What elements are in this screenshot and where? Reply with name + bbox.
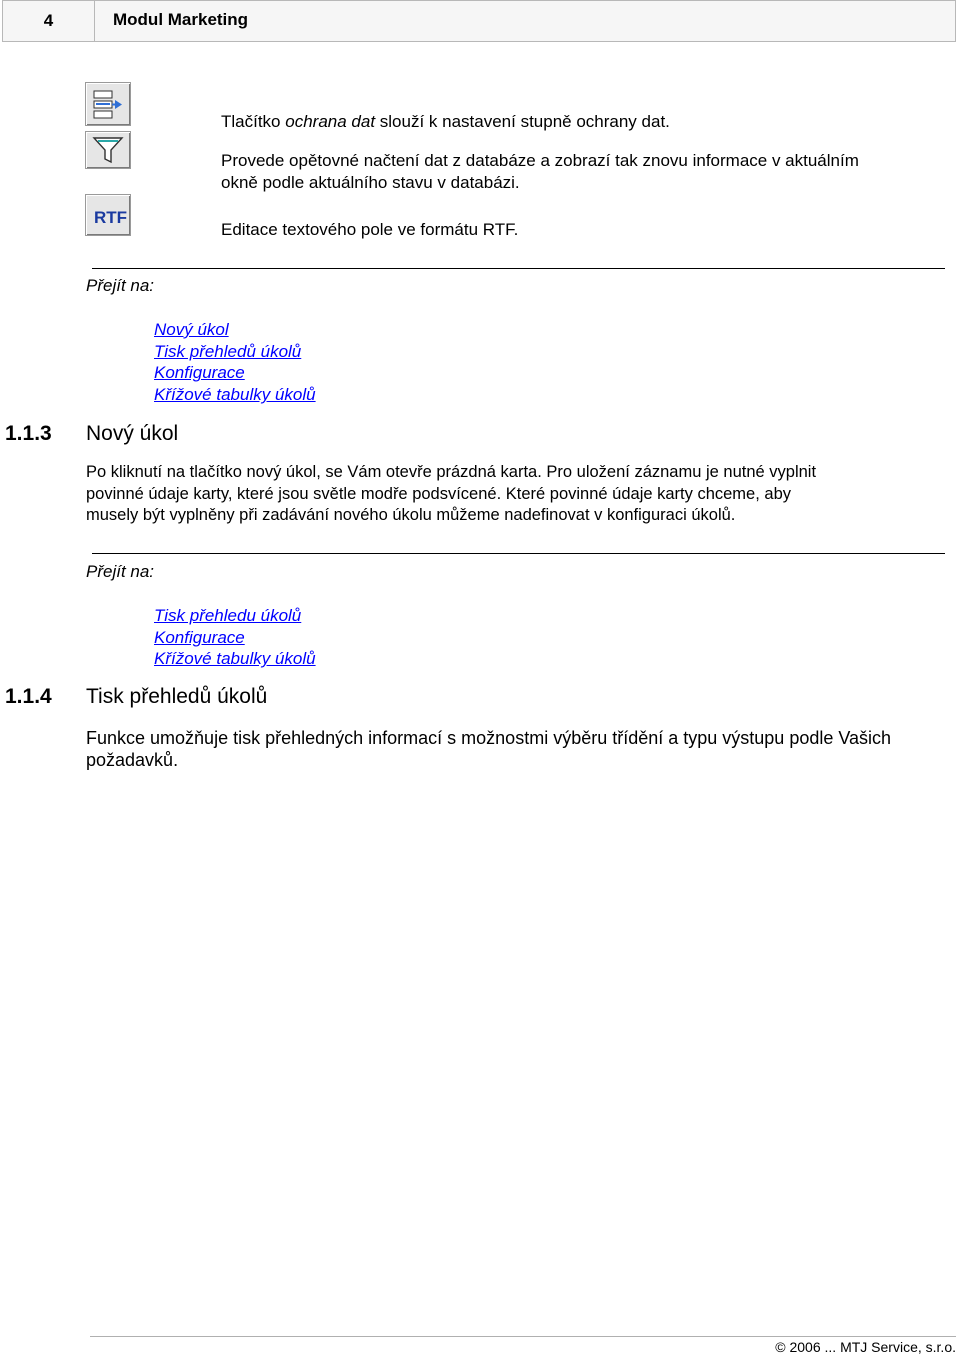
goto-links: [154, 319, 316, 406]
rtf-icon[interactable]: [85, 194, 131, 236]
section-title: Nový úkol: [86, 422, 179, 445]
description-text: Tlačítko: [221, 112, 286, 131]
description-emphasis: ochrana dat: [285, 112, 376, 131]
body-line: Po kliknutí na tlačítko nový úkol, se Vám otevře prázdná karta. Pro uložení záznamu je nutné vyplnit: [86, 463, 817, 481]
body-line: Funkce umožňuje tisk přehledných informací s možnostmi výběru třídění a typu výstupu podle Vašich: [86, 728, 892, 748]
rtf-description: Editace textového pole ve formátu RTF.: [221, 220, 519, 239]
description-line: Provede opětovné načtení dat z databáze a zobrazí tak znovu informace v aktuálním: [221, 151, 859, 170]
body-line: požadavků.: [86, 750, 179, 770]
description-line: okně podle aktuálního stavu v databázi.: [221, 173, 520, 192]
link-krizove-tabulky-ukolu[interactable]: Křížové tabulky úkolů: [154, 385, 316, 405]
section-heading: [5, 685, 267, 709]
divider: [92, 268, 945, 269]
page-number: 4: [2, 0, 95, 42]
link-tisk-prehledu-ukolu[interactable]: Tisk přehledu úkolů: [154, 606, 302, 625]
section-body: [86, 462, 946, 527]
page-title: Modul Marketing: [113, 10, 249, 29]
body-line: povinné údaje karty, které jsou světle modře podsvícené. Které povinné údaje karty chceme, aby: [86, 484, 792, 503]
section-body: [86, 727, 946, 771]
section-heading: [5, 422, 178, 446]
footer-copyright: © 2006 ... MTJ Service, s.r.o.: [775, 1339, 956, 1355]
data-protection-icon[interactable]: [85, 82, 131, 126]
goto-label: Přejít na:: [86, 562, 155, 581]
link-tisk-prehledu-ukolu[interactable]: Tisk přehledů úkolů: [154, 341, 302, 361]
divider: [92, 553, 945, 554]
filter-icon[interactable]: [85, 131, 131, 169]
filter-description: [221, 150, 859, 194]
goto-links: [154, 605, 316, 670]
section-number: 1.1.4: [5, 685, 52, 708]
section-title: Tisk přehledů úkolů: [86, 685, 268, 708]
description-text: slouží k nastavení stupně ochrany dat.: [375, 112, 670, 131]
link-konfigurace[interactable]: Konfigurace: [154, 363, 245, 383]
link-novy-ukol[interactable]: Nový úkol: [154, 320, 229, 339]
link-konfigurace[interactable]: Konfigurace: [154, 627, 245, 647]
body-line: musely být vyplněny při zadávání nového úkolu můžeme nadefinovat v konfiguraci úkolů.: [86, 506, 736, 524]
link-krizove-tabulky-ukolu[interactable]: Křížové tabulky úkolů: [154, 649, 316, 669]
goto-label: Přejít na:: [86, 276, 155, 295]
footer-divider: [90, 1336, 956, 1337]
data-protection-description: [221, 111, 670, 133]
section-number: 1.1.3: [5, 422, 52, 445]
rtf-icon-label: RTF: [94, 208, 128, 227]
